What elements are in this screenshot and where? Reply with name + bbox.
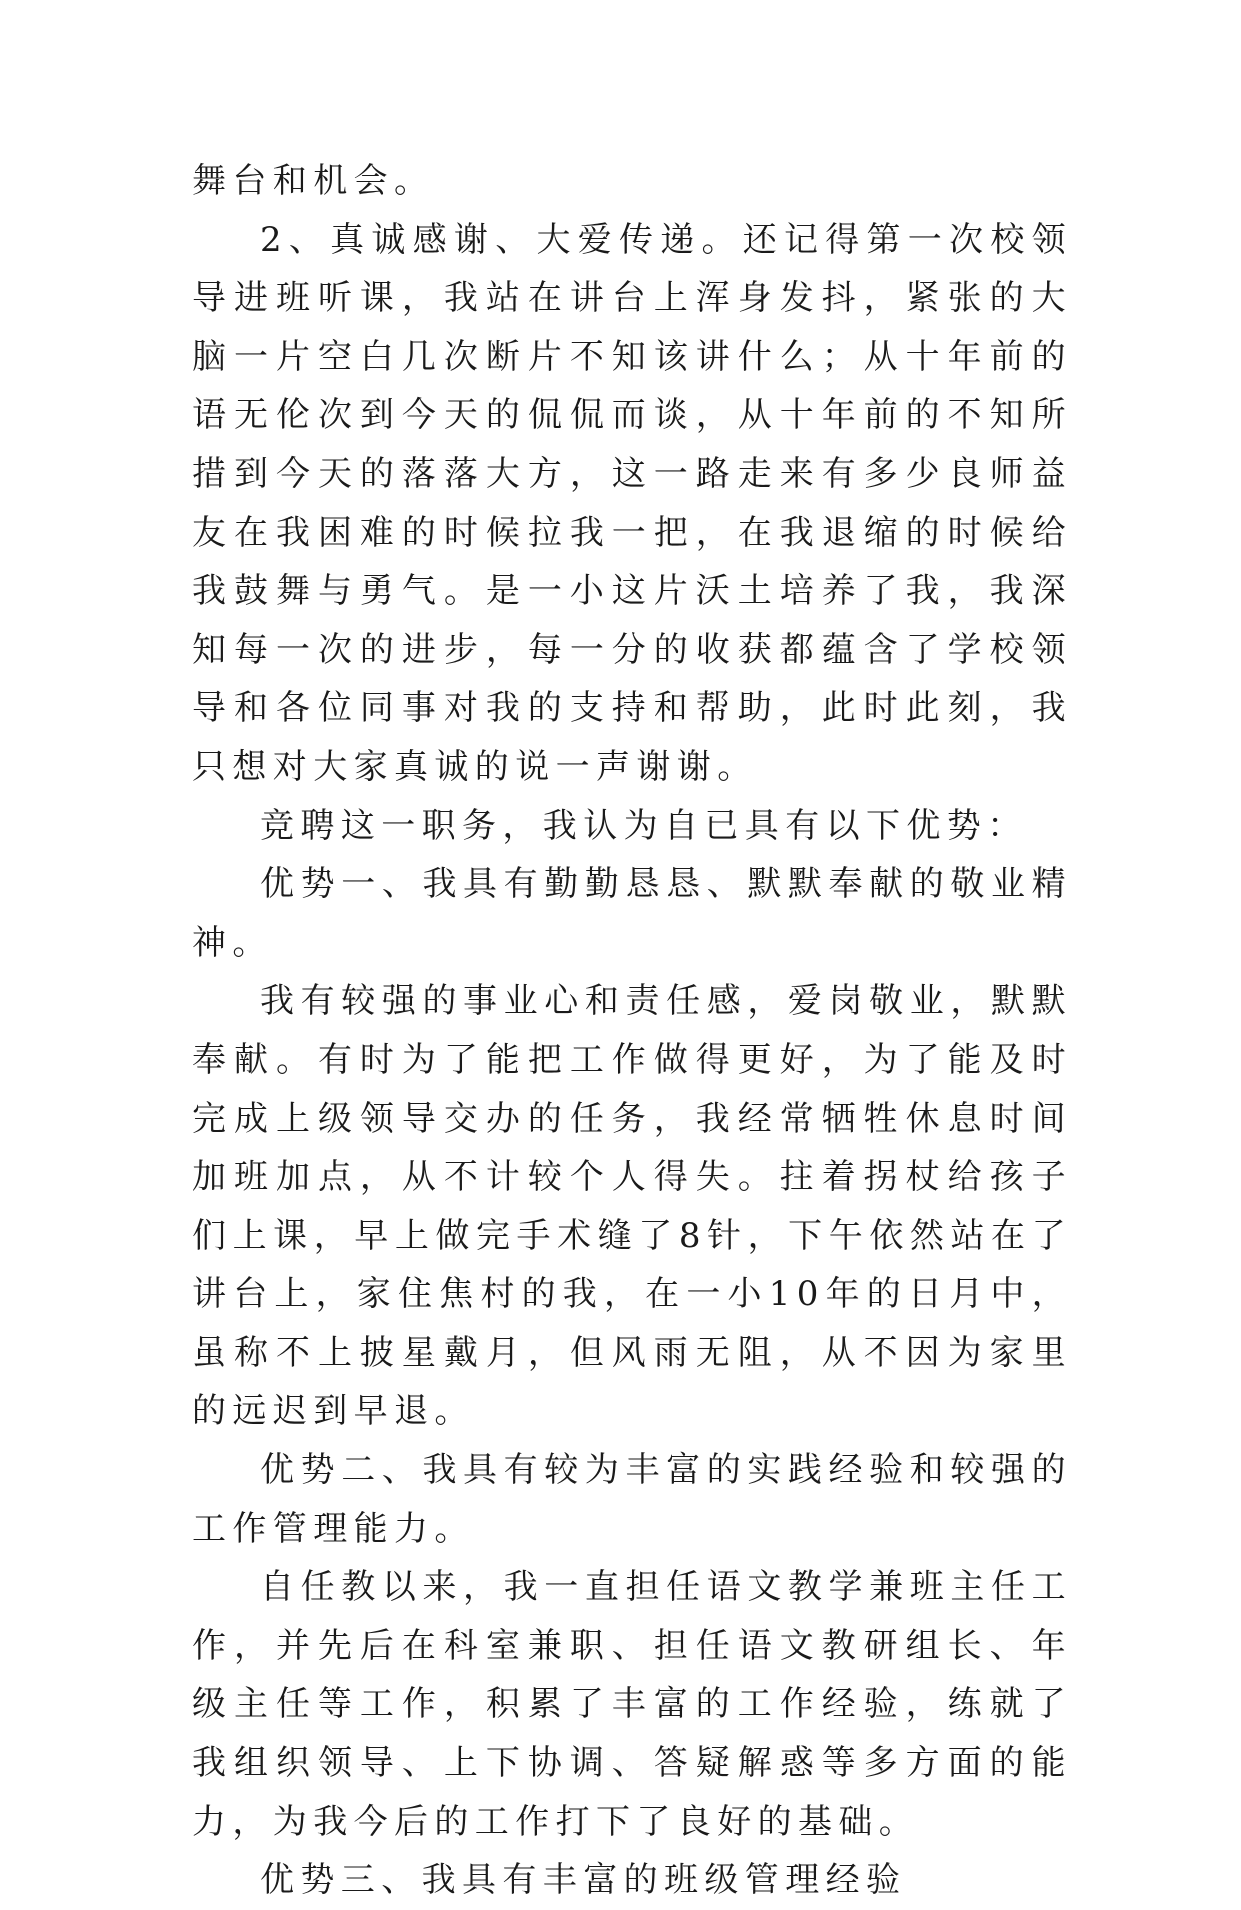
paragraph-advantage-one-body: 我有较强的事业心和责任感，爱岗敬业，默默奉献。有时为了能把工作做得更好，为了能及时完成上级领导交办的任务，我经常牺牲休息时间加班加点，从不计较个人得失。拄着拐杖给孩子们上课，早上做完手术缝了8针，下午依然站在了讲台上，家住焦村的我，在一小10年的日月中，虽称不上披星戴月，但风雨无阻，从不因为家里的远迟到早退。 <box>192 981 1072 1432</box>
paragraph-advantage-two-heading: 优势二、我具有较为丰富的实践经验和较强的工作管理能力。 <box>192 1450 1072 1549</box>
paragraph-advantage-one-heading: 优势一、我具有勤勤恳恳、默默奉献的敬业精神。 <box>192 864 1072 963</box>
paragraph-gratitude: 2、真诚感谢、大爱传递。还记得第一次校领导进班听课，我站在讲台上浑身发抖，紧张的大脑一片空白几次断片不知该讲什么；从十年前的语无伦次到今天的侃侃而谈，从十年前的不知所措到今天的落落大方，这一路走来有多少良师益友在我困难的时候拉我一把，在我退缩的时候给我鼓舞与勇气。是一小这片沃土培养了我，我深知每一次的进步，每一分的收获都蕴含了学校领导和各位同事对我的支持和帮助，此时此刻，我只想对大家真诚的说一声谢谢。 <box>192 219 1072 787</box>
document-body <box>192 152 1072 1910</box>
paragraph-advantages-intro: 竞聘这一职务，我认为自已具有以下优势： <box>260 805 1028 846</box>
paragraph-closing-previous: 舞台和机会。 <box>192 161 435 201</box>
paragraph-advantage-two-body: 自任教以来，我一直担任语文教学兼班主任工作，并先后在科室兼职、担任语文教研组长、年级主任等工作，积累了丰富的工作经验，练就了我组织领导、上下协调、答疑解惑等多方面的能力，为我今后的工作打下了良好的基础。 <box>192 1567 1072 1842</box>
paragraph-advantage-three-heading: 优势三、我具有丰富的班级管理经验 <box>260 1860 907 1901</box>
